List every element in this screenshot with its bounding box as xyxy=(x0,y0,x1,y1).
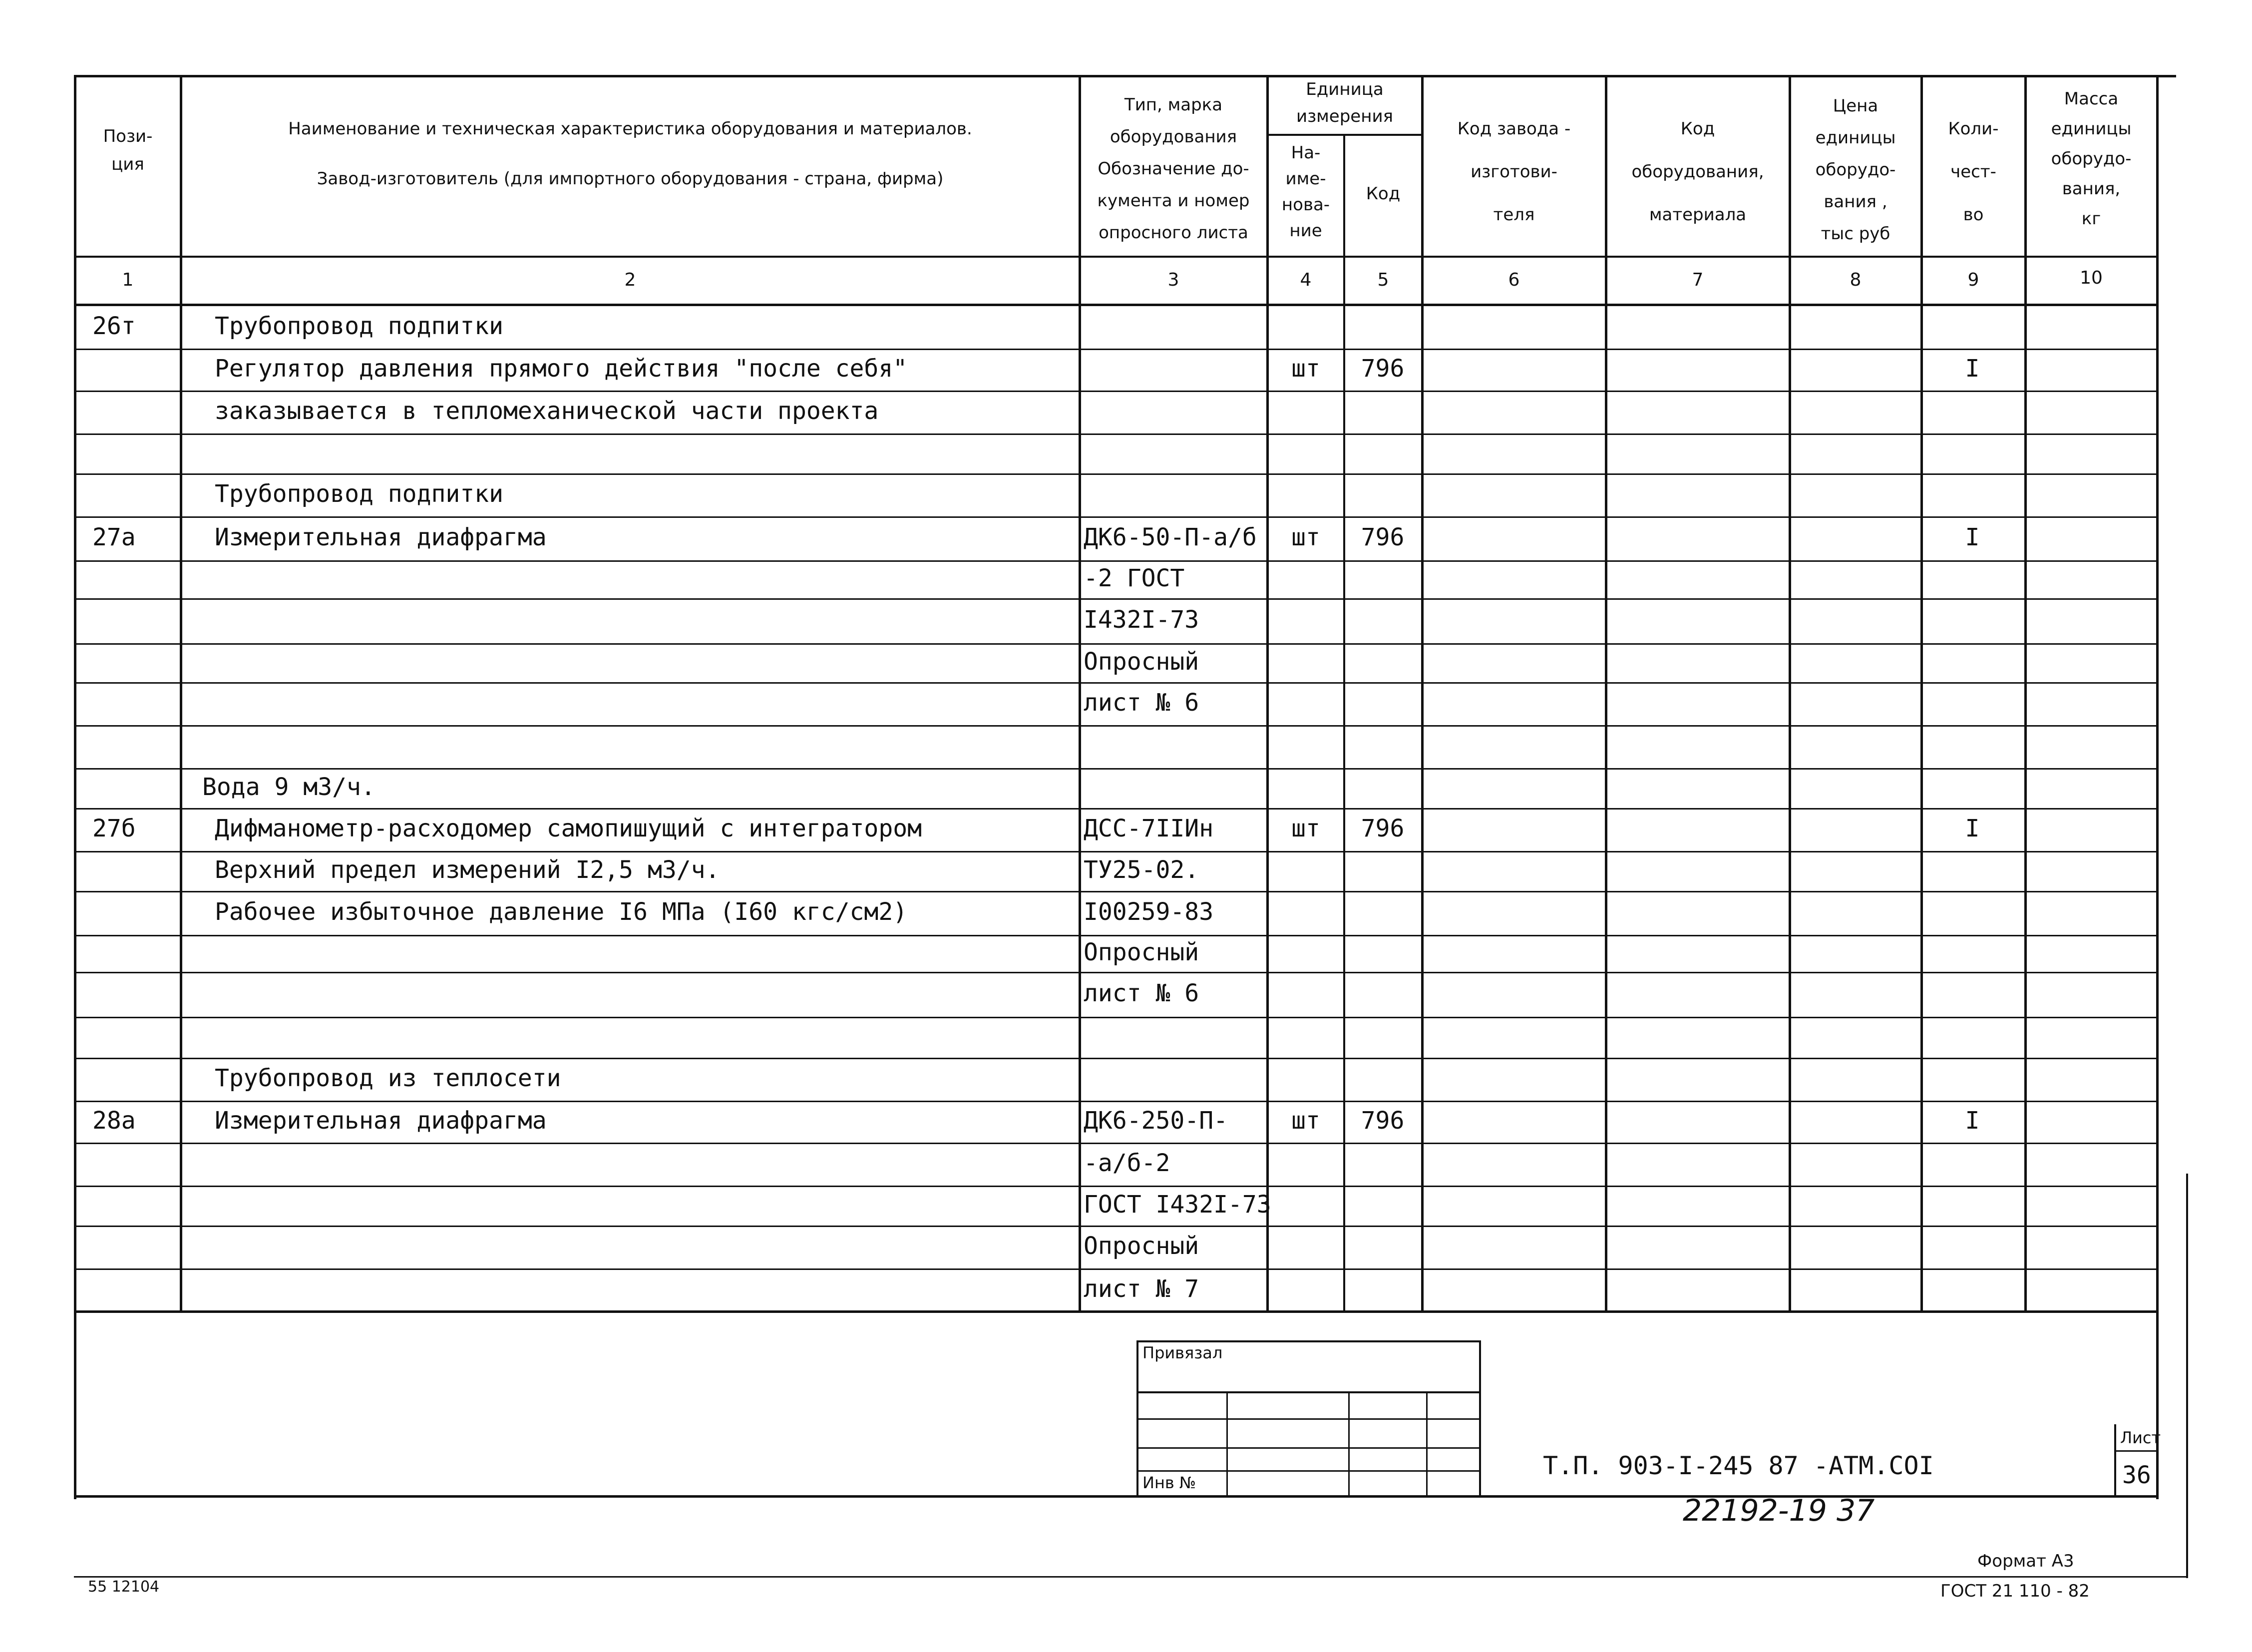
header-position: Пози- ция xyxy=(103,126,153,174)
row-name: Измерительная диафрагма xyxy=(215,523,547,551)
frame-top xyxy=(74,75,2176,77)
colnum-8: 8 xyxy=(1850,270,1862,290)
colnum-7: 7 xyxy=(1692,270,1704,290)
row-line xyxy=(75,1268,2157,1270)
row-line xyxy=(75,891,2157,892)
row-line xyxy=(75,935,2157,936)
row-line xyxy=(75,598,2157,600)
row-line xyxy=(75,1226,2157,1227)
header-unit-name: На- име- нова- ние xyxy=(1281,143,1330,241)
row-name: Регулятор давления прямого действия "после себя" xyxy=(215,355,908,383)
row-line xyxy=(75,473,2157,475)
row-position: 28а xyxy=(92,1107,136,1135)
row-name: Дифманометр-расходомер самопишущий с интегратором xyxy=(215,815,922,842)
header-unit-code: Код xyxy=(1366,184,1401,204)
row-unit-code: 796 xyxy=(1361,815,1405,842)
row-position: 27б xyxy=(92,815,136,842)
row-type: лист № 6 xyxy=(1084,979,1199,1007)
col-line-4 xyxy=(1343,135,1345,1311)
row-line xyxy=(75,1058,2157,1059)
row-position: 27а xyxy=(92,523,136,551)
sheet-box-divider xyxy=(2114,1450,2157,1452)
row-name: Измерительная диафрагма xyxy=(215,1107,547,1135)
stamp-top xyxy=(1136,1340,1481,1342)
outer-right-edge xyxy=(2186,1174,2188,1578)
row-type: ДК6-50-П-а/б xyxy=(1084,523,1257,551)
row-unit-code: 796 xyxy=(1361,523,1405,551)
row-type: -а/б-2 xyxy=(1084,1149,1170,1177)
row-quantity: I xyxy=(1965,355,1980,383)
row-name: заказывается в тепломеханической части проекта xyxy=(215,397,879,425)
row-type: I432I-73 xyxy=(1084,606,1199,634)
col-line-1 xyxy=(180,75,182,1311)
sheet-label: Лист xyxy=(2120,1428,2161,1447)
outer-bottom-edge xyxy=(74,1576,2188,1578)
row-type: I00259-83 xyxy=(1084,898,1214,926)
table-bottom xyxy=(74,1310,2159,1313)
row-line xyxy=(75,349,2157,350)
footer-left-code: 55 12104 xyxy=(88,1578,160,1596)
colnum-3: 3 xyxy=(1167,270,1179,290)
row-unit: шт xyxy=(1291,1107,1320,1135)
colnum-2: 2 xyxy=(624,270,636,290)
row-type: -2 ГОСТ xyxy=(1084,564,1185,592)
stamp-h2 xyxy=(1136,1418,1481,1420)
colnum-9: 9 xyxy=(1967,270,1979,290)
row-quantity: I xyxy=(1965,523,1980,551)
header-name-line1: Наименование и техническая характеристика оборудования и материалов. xyxy=(288,119,972,139)
header-quantity: Коли- чест- во xyxy=(1948,119,1999,225)
row-unit: шт xyxy=(1291,815,1320,842)
row-line xyxy=(75,1101,2157,1102)
row-line xyxy=(75,1186,2157,1187)
footer-standard: ГОСТ 21 110 - 82 xyxy=(1940,1581,2090,1601)
document-code: Т.П. 903-I-245 87 -АТМ.СОI xyxy=(1543,1451,1934,1480)
col-line-2 xyxy=(1079,75,1081,1311)
row-type: ГОСТ I432I-73 xyxy=(1084,1191,1271,1219)
row-name: Вода 9 м3/ч. xyxy=(202,773,375,801)
header-mass: Масса единицы оборудо- вания, кг xyxy=(2051,89,2132,229)
handwritten-number: 22192-19 37 xyxy=(1683,1493,1875,1528)
stamp-h3 xyxy=(1136,1447,1481,1449)
unit-subheader-line xyxy=(1266,134,1423,136)
stamp-inv: Инв № xyxy=(1142,1473,1196,1492)
row-line xyxy=(75,1017,2157,1018)
row-quantity: I xyxy=(1965,815,1980,842)
colnum-1: 1 xyxy=(122,270,134,290)
row-type: Опросный xyxy=(1084,938,1199,966)
row-type: ДК6-250-П- xyxy=(1084,1107,1228,1135)
row-name: Трубопровод из теплосети xyxy=(215,1064,561,1092)
row-position: 26т xyxy=(92,312,136,340)
col-line-9 xyxy=(2024,75,2027,1311)
row-type: лист № 6 xyxy=(1084,689,1199,717)
header-name-line2: Завод-изготовитель (для импортного оборудования - страна, фирма) xyxy=(317,169,944,189)
frame-right xyxy=(2156,75,2159,1499)
row-line xyxy=(75,560,2157,562)
row-line xyxy=(75,1143,2157,1144)
colnum-10: 10 xyxy=(2080,268,2103,288)
col-line-5 xyxy=(1421,75,1424,1311)
col-line-7 xyxy=(1789,75,1791,1311)
row-line xyxy=(75,972,2157,973)
colnum-4: 4 xyxy=(1300,270,1312,290)
row-line xyxy=(75,808,2157,810)
row-line xyxy=(75,851,2157,852)
row-type: лист № 7 xyxy=(1084,1275,1199,1303)
header-type: Тип, марка оборудования Обозначение до- кумента и номер опросного листа xyxy=(1097,95,1250,243)
row-name: Верхний предел измерений I2,5 м3/ч. xyxy=(215,856,720,884)
header-price: Цена единицы оборудо- вания , тыс руб xyxy=(1815,96,1896,244)
row-line xyxy=(75,682,2157,684)
header-factory-code: Код завода - изготови- теля xyxy=(1457,119,1571,225)
row-line xyxy=(75,433,2157,435)
row-unit-code: 796 xyxy=(1361,1107,1405,1135)
col-line-6 xyxy=(1605,75,1607,1311)
sheet-box-left xyxy=(2114,1424,2116,1497)
header-unit-title: Единица измерения xyxy=(1296,79,1394,126)
sheet-number: 36 xyxy=(2122,1461,2151,1489)
row-line xyxy=(75,768,2157,770)
row-line xyxy=(75,643,2157,645)
stamp-v1 xyxy=(1226,1392,1228,1497)
row-name: Рабочее избыточное давление I6 МПа (I60 кгс/см2) xyxy=(215,898,908,926)
row-name: Трубопровод подпитки xyxy=(215,312,503,340)
row-unit: шт xyxy=(1291,523,1320,551)
stamp-h1 xyxy=(1136,1391,1481,1393)
header-equipment-code: Код оборудования, материала xyxy=(1631,119,1764,225)
colnum-5: 5 xyxy=(1377,270,1389,290)
row-type: Опросный xyxy=(1084,648,1199,676)
stamp-v2 xyxy=(1348,1392,1350,1497)
row-line xyxy=(75,391,2157,392)
footer-format: Формат А3 xyxy=(1977,1551,2074,1571)
row-quantity: I xyxy=(1965,1107,1980,1135)
row-unit: шт xyxy=(1291,355,1320,383)
colnum-bottom xyxy=(74,304,2159,306)
row-type: ТУ25-02. xyxy=(1084,856,1199,884)
row-type: ДСС-7IIИн xyxy=(1084,815,1214,842)
header-bottom xyxy=(74,256,2159,258)
colnum-6: 6 xyxy=(1508,270,1520,290)
stamp-v3 xyxy=(1426,1392,1428,1497)
row-line xyxy=(75,725,2157,727)
row-unit-code: 796 xyxy=(1361,355,1405,383)
row-line xyxy=(75,516,2157,518)
row-type: Опросный xyxy=(1084,1232,1199,1260)
stamp-privyazal: Привязал xyxy=(1142,1343,1223,1362)
stamp-h4 xyxy=(1136,1470,1481,1472)
row-name: Трубопровод подпитки xyxy=(215,480,503,508)
